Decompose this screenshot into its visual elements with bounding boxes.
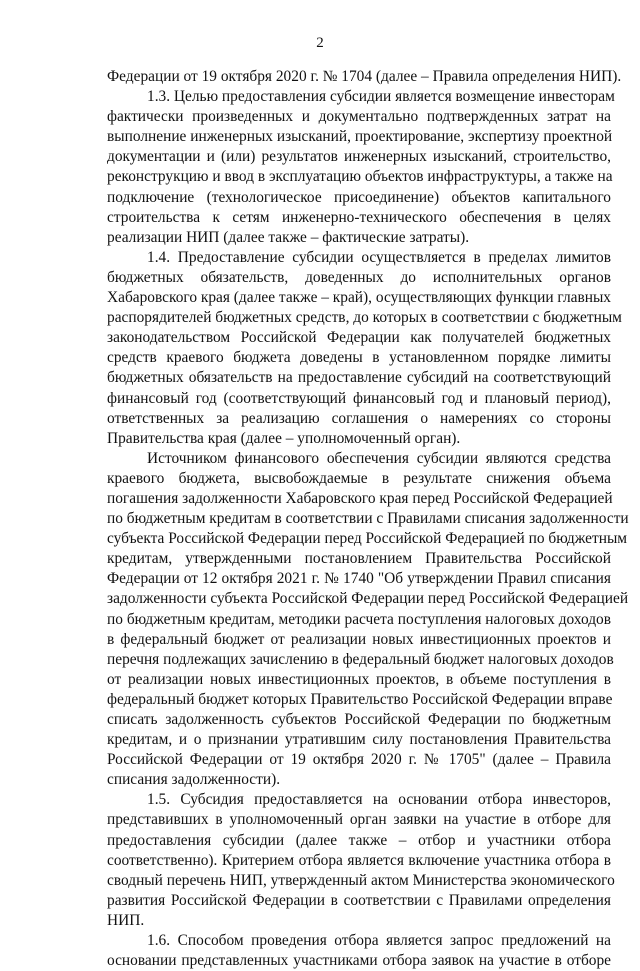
text-line: Правительства края (далее – уполномоченный орган). — [107, 429, 461, 447]
text-line: представивших в уполномоченный орган заявки на участие в отборе для — [107, 811, 611, 829]
text-line: кредитам, и о признании утратившим силу постановления Правительства — [107, 731, 611, 749]
text-line: реализации НИП (далее также – фактические затраты). — [107, 228, 470, 246]
text-line: строительства к сетям инженерно-технического обеспечения в целях — [107, 208, 611, 226]
text-line: средств краевого бюджета доведены в установленном порядке лимиты — [107, 349, 611, 367]
text-line: краевого бюджета, высвобождаемые в результате снижения объема — [107, 469, 611, 487]
document-body — [107, 67, 629, 971]
text-line: соответственно). Критерием отбора является включение участника отбора в — [107, 851, 611, 869]
text-line: подключение (технологическое присоединение) объектов капитального — [107, 188, 611, 206]
paragraph-p-source — [107, 449, 629, 791]
page-number: 2 — [316, 35, 324, 51]
text-line: субъекта Российской Федерации перед Российской Федерацией по бюджетным — [107, 530, 628, 548]
paragraph-p1-4 — [107, 248, 622, 449]
text-line: бюджетных обязательств, доведенных до исполнительных органов — [107, 268, 611, 286]
text-line: списать задолженность субъектов Российской Федерации по бюджетным — [107, 711, 611, 728]
text-line: предоставления субсидии (далее также – отбор и участники отбора — [107, 831, 611, 849]
text-line: распорядителей бюджетных средств, до которых в соответствии с бюджетным — [107, 309, 622, 327]
text-line: 1.5. Субсидия предоставляется на основании отбора инвесторов, — [147, 791, 611, 809]
text-line: сводный перечень НИП, утвержденный актом Министерства экономического — [107, 871, 615, 889]
paragraph-p1-3 — [107, 87, 615, 248]
text-line: от реализации новых инвестиционных проектов, в объеме поступления в — [107, 670, 611, 688]
text-line: Хабаровского края (далее также – край), осуществляющих функции главных — [107, 289, 611, 307]
text-line: финансовый год (соответствующий финансовый год и плановый период), — [107, 389, 611, 407]
text-line: 1.4. Предоставление субсидии осуществляется в пределах лимитов — [147, 248, 611, 266]
text-line: перечня подлежащих зачислению в федеральный бюджет налоговых доходов — [107, 650, 614, 668]
text-line: 1.3. Целью предоставления субсидии является возмещение инвесторам — [147, 88, 615, 106]
text-line: федеральный бюджет которых Правительство Российской Федерации вправе — [107, 690, 613, 708]
text-line: бюджетных обязательств на предоставление субсидий на соответствующий — [107, 369, 611, 387]
text-line: по бюджетным кредитам, методики расчета поступления налоговых доходов — [107, 610, 611, 628]
text-line: развития Российской Федерации в соответствии с Правилами определения — [107, 891, 611, 909]
text-line: Федерации от 12 октября 2021 г. № 1740 "Об утверждении Правил списания — [107, 570, 611, 588]
text-line: списания задолженности). — [107, 771, 281, 789]
paragraph-p1-6 — [107, 931, 611, 971]
text-line: законодательством Российской Федерации как получателей бюджетных — [107, 329, 611, 347]
text-line: задолженности субъекта Российской Федерации перед Российской Федерацией — [107, 590, 629, 608]
paragraph-p0 — [107, 67, 622, 87]
text-line: Федерации от 19 октября 2020 г. № 1704 (далее – Правила определения НИП). — [107, 68, 622, 85]
text-line: фактически произведенных и документально подтвержденных затрат на — [107, 108, 611, 126]
text-line: 1.6. Способом проведения отбора является запрос предложений на — [147, 932, 611, 950]
text-line: выполнение инженерных изысканий, проектирование, экспертизу проектной — [107, 128, 613, 146]
text-line: Российской Федерации от 19 октября 2020 г. № 1705" (далее – Правила — [107, 751, 611, 769]
paragraph-p1-5 — [107, 790, 615, 931]
text-line: НИП. — [107, 911, 145, 929]
text-line: по бюджетным кредитам в соответствии с Правилами списания задолженности — [107, 510, 629, 528]
text-line: основании представленных участниками отбора заявок на участие в отборе — [107, 952, 611, 970]
text-line: в федеральный бюджет от реализации новых инвестиционных проектов и — [107, 630, 611, 648]
text-line: кредитам, утвержденными постановлением Правительства Российской — [107, 550, 611, 568]
text-line: реконструкцию и ввод в эксплуатацию объектов инфраструктуры, а также на — [107, 168, 613, 186]
text-line: погашения задолженности Хабаровского края перед Российской Федерацией — [107, 489, 613, 507]
text-line: ответственных за реализацию соглашения о намерениях со стороны — [107, 409, 611, 427]
text-line: Источником финансового обеспечения субсидии являются средства — [147, 449, 611, 467]
text-line: документации и (или) результатов инженерных изысканий, строительство, — [107, 148, 611, 166]
